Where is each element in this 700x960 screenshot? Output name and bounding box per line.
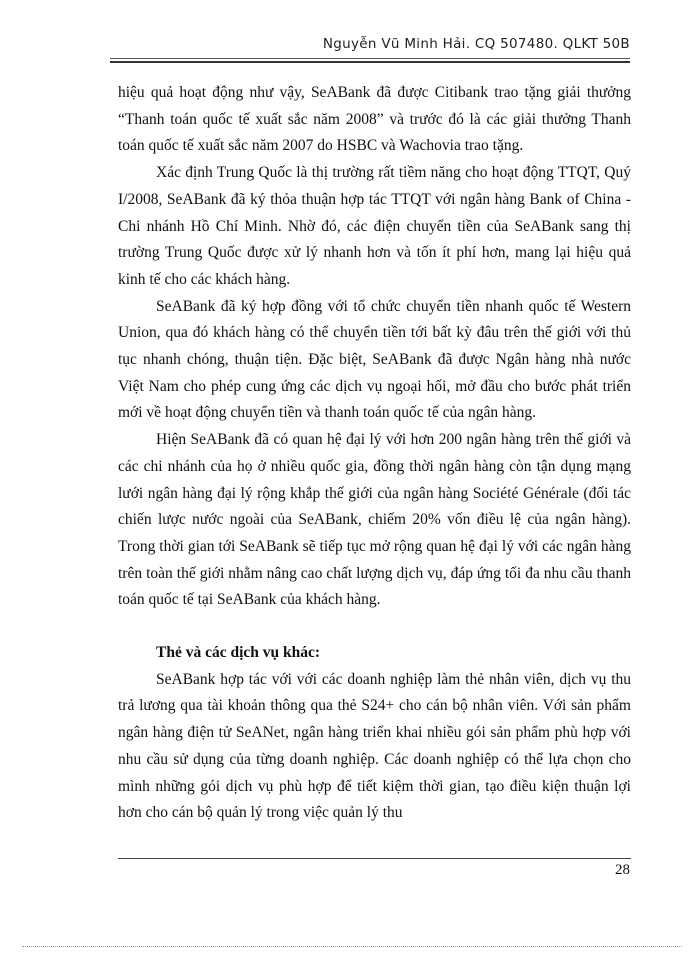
paragraph-correspondent-banks: Hiện SeABank đã có quan hệ đại lý với hơn 200 ngân hàng trên thế giới và các chi nhánh của họ ở nhiều quốc gia, đồng thời ngân hàng còn tận dụng mạng lưới ngân hàng đại lý rộng khắp thế giới của ngân hàng Société Générale (đối tác chiến lược nước ngoài của SeABank, chiếm 20% vốn điều lệ của ngân hàng). Trong thời gian tới SeABank sẽ tiếp tục mở rộng quan hệ đại lý với các ngân hàng trên toàn thế giới nhằm nâng cao chất lượng dịch vụ, đáp ứng tối đa nhu cầu thanh toán quốc tế tại SeABank của khách hàng. — [118, 431, 631, 609]
page-break-line — [22, 946, 682, 947]
header-rule-thick — [110, 61, 630, 63]
paragraph-card-services: SeABank hợp tác với với các doanh nghiệp làm thẻ nhân viên, dịch vụ thu trả lương qua tài khoản thông qua thẻ S24+ cho cán bộ nhân viên. Với sản phẩm ngân hàng điện tử SeANet, ngân hàng triển khai nhiều gói sản phẩm phù hợp với nhu cầu sử dụng của từng doanh nghiệp. Các doanh nghiệp có thể lựa chọn cho mình những gói dịch vụ phù hợp để tiết kiệm thời gian, tạo điều kiện thuận lợi hơn cho cán bộ quản lý trong việc quản lý thu — [118, 670, 631, 822]
paragraph-western-union: SeABank đã ký hợp đồng với tổ chức chuyển tiền nhanh quốc tế Western Union, qua đó khách hàng có thể chuyển tiền tới bất kỳ đâu trên thế giới với thủ tục nhanh chóng, thuận tiện. Đặc biệt, SeABank đã được Ngân hàng nhà nước Việt Nam cho phép cung ứng các dịch vụ ngoại hối, mở đầu cho bước phát triển mới về hoạt động chuyển tiền và thanh toán quốc tế của ngân hàng. — [118, 297, 631, 422]
document-body — [118, 80, 631, 827]
section-heading: Thẻ và các dịch vụ khác: — [156, 644, 321, 662]
running-header: Nguyễn Vũ Minh Hải. CQ 507480. QLKT 50B — [322, 36, 630, 52]
page-number: 28 — [615, 862, 630, 878]
paragraph-continuation: hiệu quả hoạt động như vậy, SeABank đã được Citibank trao tặng giải thưởng “Thanh toán quốc tế xuất sắc năm 2008” và trước đó là các giải thưởng Thanh toán quốc tế xuất sắc năm 2007 do HSBC và Wachovia trao tặng. — [118, 84, 631, 155]
footer-rule — [118, 858, 631, 859]
header-rule — [110, 58, 630, 59]
paragraph-china-market: Xác định Trung Quốc là thị trường rất tiềm năng cho hoạt động TTQT, Quý I/2008, SeABank đã ký thỏa thuận hợp tác TTQT với ngân hàng Bank of China - Chi nhánh Hồ Chí Minh. Nhờ đó, các điện chuyển tiền của SeABank sang thị trường Trung Quốc được xử lý nhanh hơn và tốn ít phí hơn, mang lại hiệu quả kinh tế cho các khách hàng. — [118, 164, 631, 288]
